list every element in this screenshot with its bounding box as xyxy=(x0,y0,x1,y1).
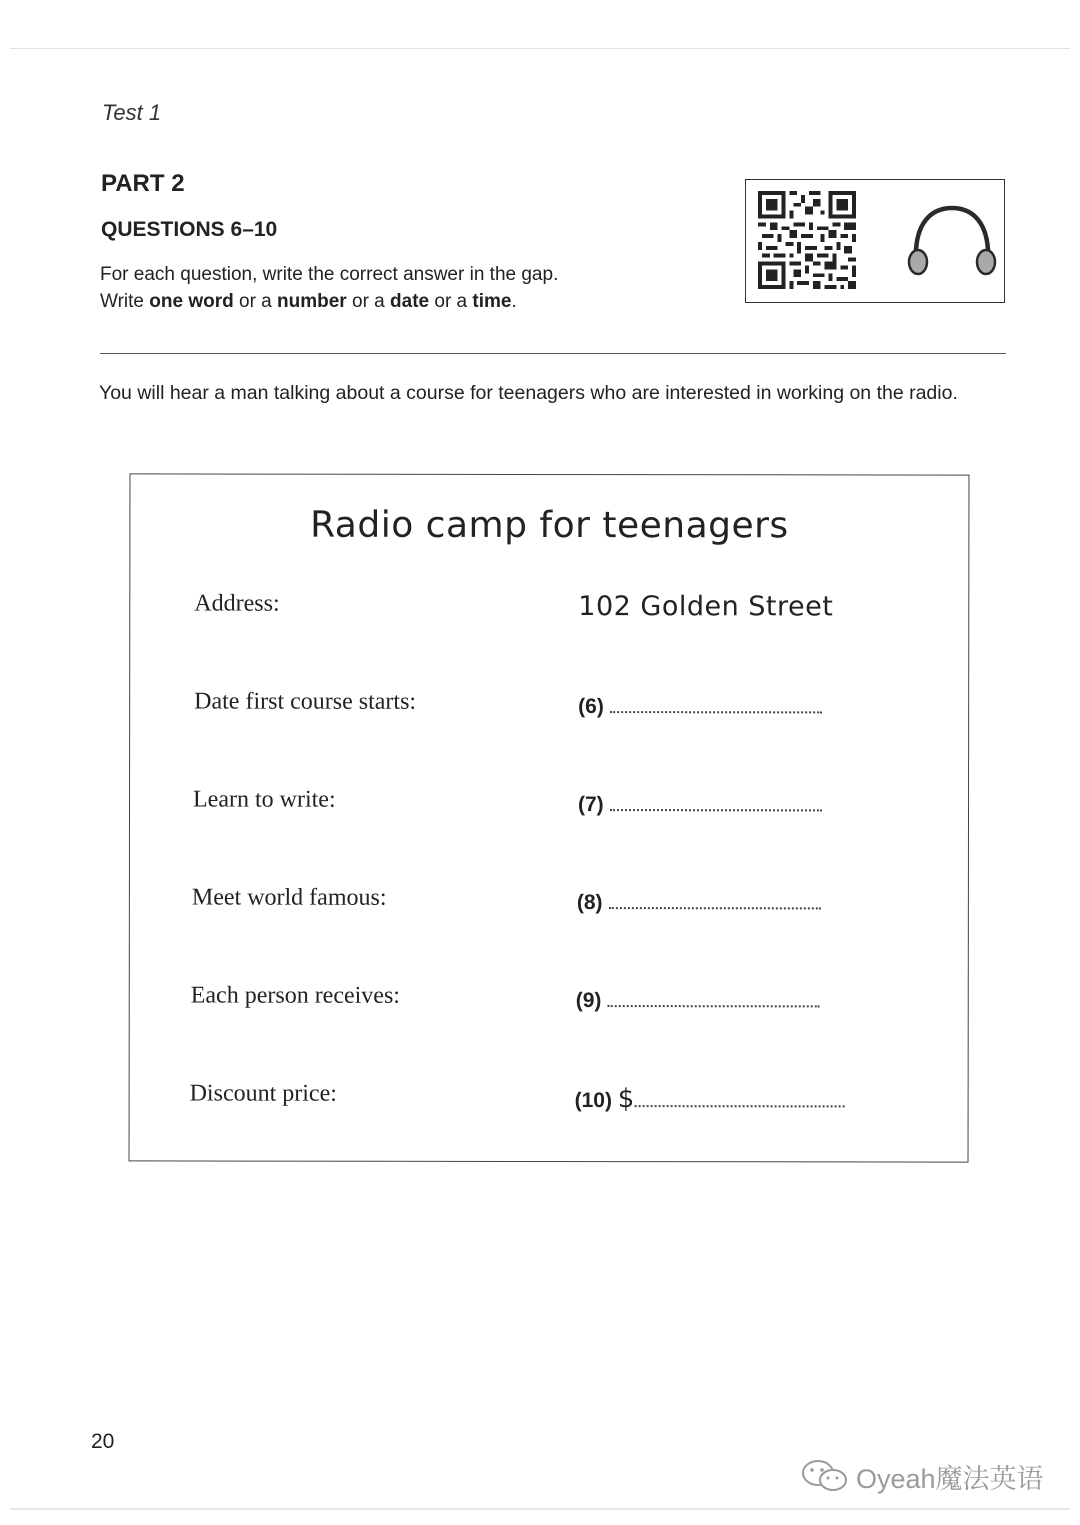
answer-dots-7 xyxy=(610,795,822,811)
qr-code-icon[interactable] xyxy=(758,190,856,290)
audio-box xyxy=(745,179,1005,303)
part-title: PART 2 xyxy=(101,170,185,197)
row-value-address: 102 Golden Street xyxy=(578,591,834,623)
wechat-icon xyxy=(800,1458,850,1494)
answer-dots-10 xyxy=(634,1091,844,1107)
question-number-7: (7) xyxy=(578,793,604,817)
test-label: Test 1 xyxy=(102,100,162,125)
section-divider xyxy=(100,353,1006,354)
dollar-sign: $ xyxy=(617,1084,635,1115)
question-number-6: (6) xyxy=(578,695,604,719)
question-number-9: (9) xyxy=(575,989,602,1013)
answer-gap-9[interactable] xyxy=(576,989,820,1013)
answer-gap-8[interactable] xyxy=(577,891,821,915)
row-label-learn: Learn to write: xyxy=(193,786,336,813)
instruction-line-2: Write one word or a number or a date or a time. xyxy=(100,291,517,312)
row-label-date: Date first course starts: xyxy=(194,688,417,715)
answer-dots-9 xyxy=(607,991,819,1007)
answer-gap-7[interactable] xyxy=(578,793,822,817)
form-box xyxy=(129,473,970,1162)
scan-edge-top xyxy=(10,48,1070,49)
answer-gap-10[interactable] xyxy=(575,1084,845,1114)
questions-title: QUESTIONS 6–10 xyxy=(101,218,278,241)
page-number: 20 xyxy=(91,1430,115,1453)
watermark xyxy=(800,1456,1044,1496)
question-number-8: (8) xyxy=(576,891,603,915)
form-title: Radio camp for teenagers xyxy=(310,504,789,547)
answer-gap-6[interactable] xyxy=(578,695,822,719)
instruction-line-1: For each question, write the correct answer in the gap. xyxy=(100,264,559,285)
question-number-10: (10) xyxy=(574,1089,612,1113)
row-label-meet: Meet world famous: xyxy=(191,884,387,911)
watermark-text: Oyeah魔法英语 xyxy=(856,1463,1044,1494)
row-label-receives: Each person receives: xyxy=(190,982,401,1009)
scan-edge-bottom xyxy=(10,1508,1070,1510)
row-label-address: Address: xyxy=(194,590,280,617)
intro-text: You will hear a man talking about a course for teenagers who are interested in working on the radio. xyxy=(99,382,958,404)
answer-dots-8 xyxy=(608,893,820,909)
answer-dots-6 xyxy=(610,697,822,713)
headphones-icon xyxy=(906,202,998,282)
row-label-discount: Discount price: xyxy=(189,1080,337,1107)
